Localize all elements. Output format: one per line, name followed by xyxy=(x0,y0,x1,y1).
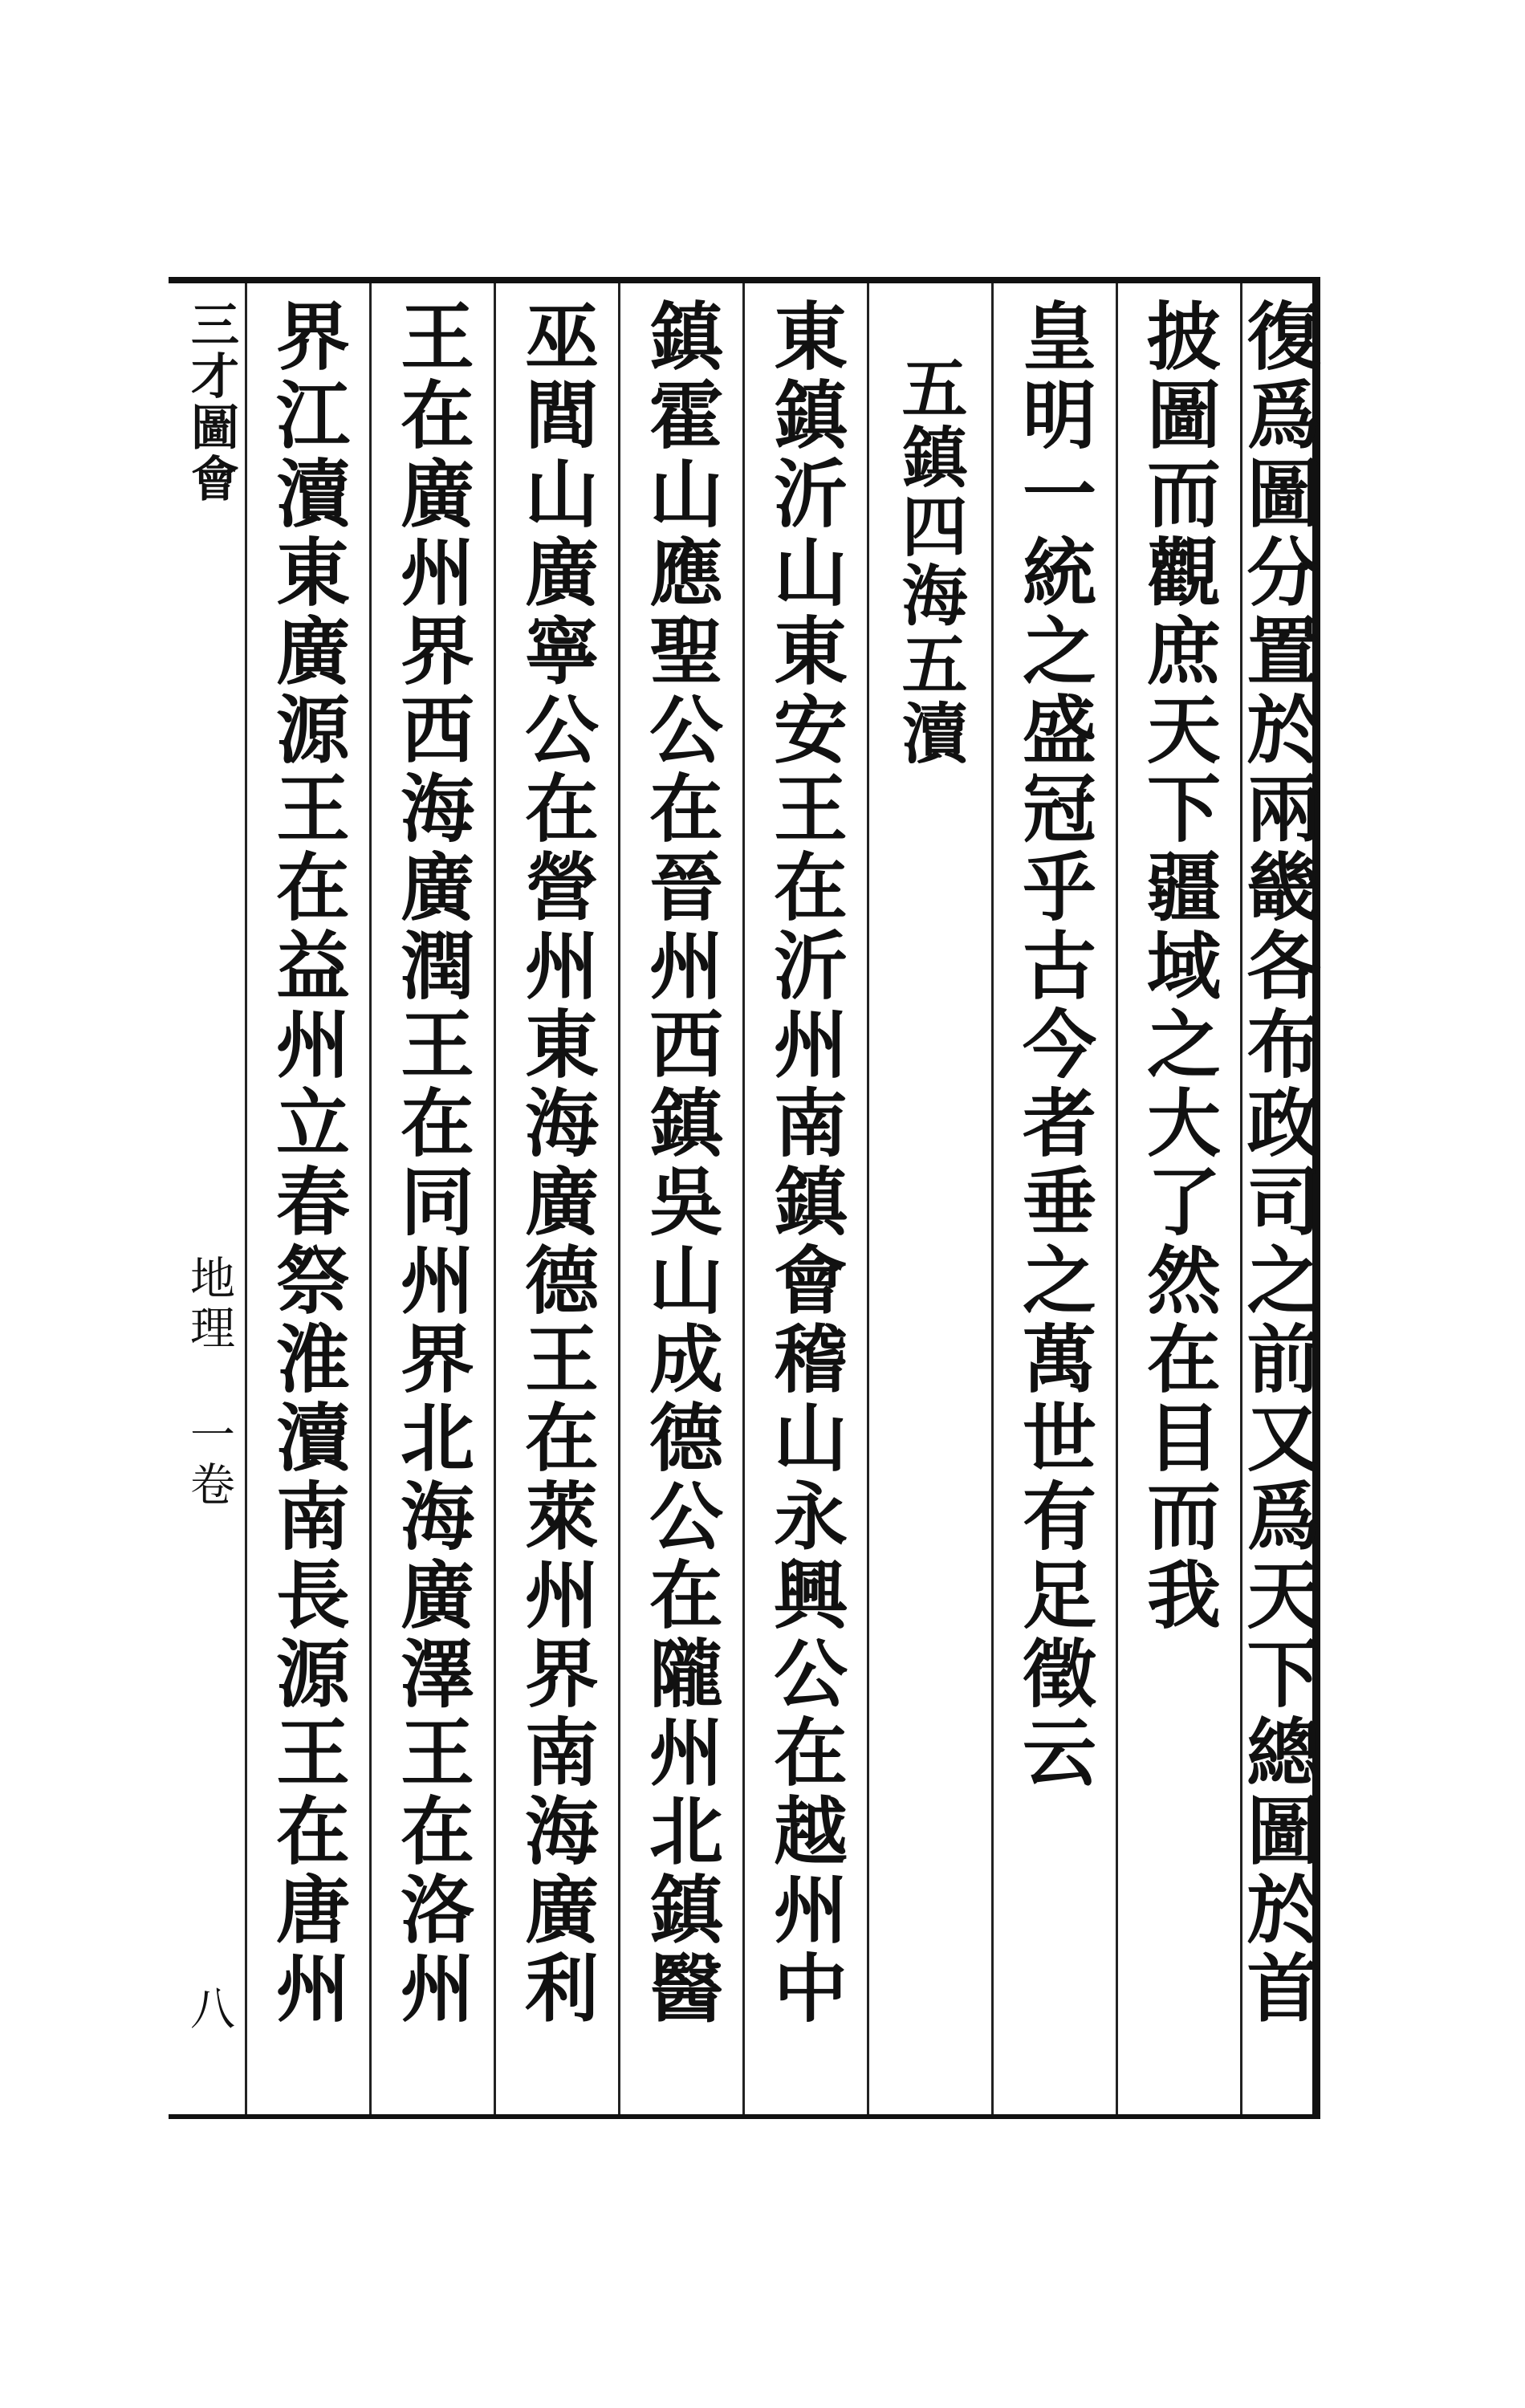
text-line: 鎮霍山應聖公在晉州西鎮吳山成德公在隴州北鎮醫 xyxy=(637,298,724,2028)
text-column-6 xyxy=(620,298,741,2028)
book-title: 三才圖會 xyxy=(183,299,239,505)
text-line: 復爲圖分置於兩畿各布政司之前又爲天下總圖於首 xyxy=(1234,298,1322,2028)
text-line: 王在廣州界西海廣潤王在同州界北海廣澤王在洛州 xyxy=(388,298,475,2028)
text-column-8 xyxy=(372,298,492,2028)
text-line: 巫閭山廣寧公在營州東海廣德王在萊州界南海廣利 xyxy=(513,298,600,2028)
print-frame xyxy=(169,277,1320,2119)
section-heading: 五鎮四海五瀆 xyxy=(891,354,968,768)
text-column-3 xyxy=(994,298,1114,1792)
text-column-2 xyxy=(1118,298,1238,1635)
section-label: 地理 一卷 xyxy=(183,1255,235,1511)
text-line: 東鎮沂山東安王在沂州南鎮會稽山永興公在越州中 xyxy=(762,298,848,2028)
text-line: 披圖而觀庶天下疆域之大了然在目而我 xyxy=(1135,298,1222,1635)
text-column-9 xyxy=(247,298,368,2028)
text-line: 皇明一統之盛冠乎古今者垂之萬世有足徵云 xyxy=(1011,298,1097,1792)
section-heading-column xyxy=(869,298,990,768)
margin-column xyxy=(169,283,245,2114)
folio-number: 八 xyxy=(183,1985,235,2030)
text-column-5 xyxy=(745,298,865,2028)
text-line: 界江瀆東廣源王在益州立春祭淮瀆南長源王在唐州 xyxy=(264,298,351,2028)
text-column-7 xyxy=(496,298,616,2028)
text-column-1 xyxy=(1234,298,1322,2028)
